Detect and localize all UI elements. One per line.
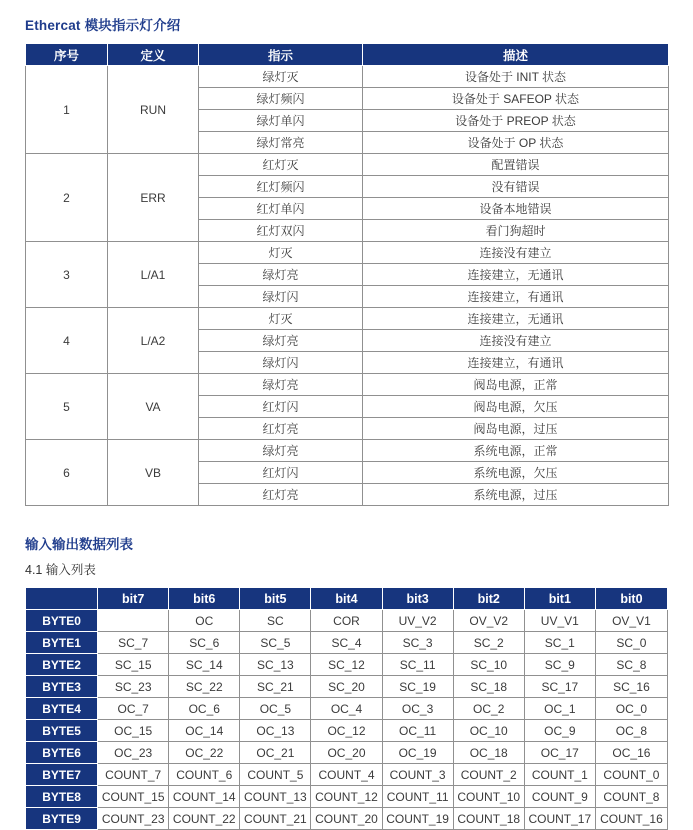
description-cell: 系统电源，欠压 — [363, 462, 669, 484]
bit-value-cell: COUNT_9 — [524, 786, 595, 808]
table-row — [26, 764, 668, 786]
bit-value-cell: SC_2 — [453, 632, 524, 654]
indicator-cell: 红灯频闪 — [199, 176, 363, 198]
description-cell: 连接没有建立 — [363, 330, 669, 352]
description-cell: 设备处于 OP 状态 — [363, 132, 669, 154]
indicator-table-body — [26, 66, 669, 506]
bit-value-cell: OC_3 — [382, 698, 453, 720]
byte-label-cell: BYTE6 — [26, 742, 98, 764]
indicator-cell: 绿灯单闪 — [199, 110, 363, 132]
description-cell: 设备本地错误 — [363, 198, 669, 220]
table-row — [26, 654, 668, 676]
bit-column-header: bit3 — [382, 588, 453, 610]
bit-value-cell: SC_14 — [169, 654, 240, 676]
bit-value-cell: COUNT_13 — [240, 786, 311, 808]
byte-label-cell: BYTE2 — [26, 654, 98, 676]
bit-value-cell: COUNT_19 — [382, 808, 453, 830]
bit-value-cell: COUNT_14 — [169, 786, 240, 808]
seq-cell: 2 — [26, 154, 108, 242]
bit-value-cell: OC_21 — [240, 742, 311, 764]
description-cell: 设备处于 PREOP 状态 — [363, 110, 669, 132]
indicator-cell: 绿灯亮 — [199, 374, 363, 396]
bit-value-cell: OC_20 — [311, 742, 382, 764]
bit-value-cell: OC_19 — [382, 742, 453, 764]
bit-value-cell: OC_1 — [524, 698, 595, 720]
indicator-cell: 绿灯闪 — [199, 352, 363, 374]
bit-value-cell: SC_1 — [524, 632, 595, 654]
bit-value-cell: COUNT_17 — [524, 808, 595, 830]
bit-value-cell: OC_2 — [453, 698, 524, 720]
bit-value-cell: OC_5 — [240, 698, 311, 720]
bit-value-cell: COUNT_16 — [595, 808, 667, 830]
bit-value-cell: SC_18 — [453, 676, 524, 698]
byte-label-cell: BYTE1 — [26, 632, 98, 654]
bit-value-cell: COUNT_8 — [595, 786, 667, 808]
description-cell: 连接建立，无通讯 — [363, 308, 669, 330]
io-section-title: 输入输出数据列表 — [25, 537, 133, 552]
header-row — [26, 44, 669, 66]
indicator-cell: 绿灯亮 — [199, 440, 363, 462]
bit-value-cell: OC_8 — [595, 720, 667, 742]
bit-value-cell: COUNT_2 — [453, 764, 524, 786]
bit-value-cell: SC_6 — [169, 632, 240, 654]
input-list-subtitle: 4.1 输入列表 — [25, 563, 96, 577]
def-cell: RUN — [108, 66, 199, 154]
bit-value-cell: OC_7 — [98, 698, 169, 720]
indicator-cell: 绿灯频闪 — [199, 88, 363, 110]
indicator-table — [25, 43, 669, 506]
bit-value-cell: COUNT_11 — [382, 786, 453, 808]
bit-value-cell: COUNT_21 — [240, 808, 311, 830]
table-row — [26, 786, 668, 808]
table-row — [26, 308, 669, 330]
bit-value-cell: UV_V2 — [382, 610, 453, 632]
def-cell: ERR — [108, 154, 199, 242]
bit-value-cell: COR — [311, 610, 382, 632]
def-cell: VA — [108, 374, 199, 440]
bit-value-cell: OC_14 — [169, 720, 240, 742]
indicator-cell: 红灯单闪 — [199, 198, 363, 220]
column-header: 定义 — [108, 44, 199, 66]
description-cell: 系统电源，过压 — [363, 484, 669, 506]
input-bits-table-body — [26, 610, 668, 830]
indicator-cell: 红灯亮 — [199, 484, 363, 506]
table-row — [26, 610, 668, 632]
description-cell: 连接建立，有通讯 — [363, 286, 669, 308]
indicator-cell: 红灯闪 — [199, 396, 363, 418]
bit-column-header: bit1 — [524, 588, 595, 610]
bit-value-cell: OC_17 — [524, 742, 595, 764]
byte-label-cell: BYTE7 — [26, 764, 98, 786]
bit-value-cell: OC_0 — [595, 698, 667, 720]
table-row — [26, 742, 668, 764]
seq-cell: 6 — [26, 440, 108, 506]
bit-value-cell: OC_11 — [382, 720, 453, 742]
bit-value-cell: COUNT_18 — [453, 808, 524, 830]
bit-value-cell: SC_13 — [240, 654, 311, 676]
table-row — [26, 720, 668, 742]
bit-value-cell: COUNT_7 — [98, 764, 169, 786]
table-row — [26, 440, 669, 462]
description-cell: 阀岛电源，过压 — [363, 418, 669, 440]
indicator-cell: 绿灯亮 — [199, 330, 363, 352]
byte-label-cell: BYTE9 — [26, 808, 98, 830]
indicator-cell: 红灯闪 — [199, 462, 363, 484]
column-header: 指示 — [199, 44, 363, 66]
bit-value-cell: OV_V2 — [453, 610, 524, 632]
bit-value-cell: SC_22 — [169, 676, 240, 698]
bit-value-cell: UV_V1 — [524, 610, 595, 632]
table-row — [26, 632, 668, 654]
bit-value-cell: COUNT_10 — [453, 786, 524, 808]
indicator-table-header — [26, 44, 669, 66]
bit-value-cell: OC_22 — [169, 742, 240, 764]
bit-value-cell: COUNT_1 — [524, 764, 595, 786]
indicator-cell: 灯灭 — [199, 308, 363, 330]
description-cell: 连接建立，无通讯 — [363, 264, 669, 286]
def-cell: VB — [108, 440, 199, 506]
bit-value-cell: SC_12 — [311, 654, 382, 676]
bit-value-cell: OC_18 — [453, 742, 524, 764]
input-bits-table — [25, 587, 668, 830]
input-bits-table-header — [26, 588, 668, 610]
bit-value-cell: SC — [240, 610, 311, 632]
indicator-cell: 红灯双闪 — [199, 220, 363, 242]
bit-value-cell: SC_3 — [382, 632, 453, 654]
bit-value-cell: SC_4 — [311, 632, 382, 654]
bit-value-cell: SC_9 — [524, 654, 595, 676]
def-cell: L/A2 — [108, 308, 199, 374]
def-cell: L/A1 — [108, 242, 199, 308]
bit-value-cell: SC_11 — [382, 654, 453, 676]
bit-value-cell: COUNT_4 — [311, 764, 382, 786]
column-header: 序号 — [26, 44, 108, 66]
bit-value-cell: COUNT_3 — [382, 764, 453, 786]
bit-column-header: bit0 — [595, 588, 667, 610]
description-cell: 连接建立，有通讯 — [363, 352, 669, 374]
byte-label-cell: BYTE3 — [26, 676, 98, 698]
bit-value-cell: SC_5 — [240, 632, 311, 654]
byte-label-cell: BYTE4 — [26, 698, 98, 720]
bit-value-cell: OC_23 — [98, 742, 169, 764]
table-row — [26, 242, 669, 264]
bit-column-header: bit2 — [453, 588, 524, 610]
table-row — [26, 676, 668, 698]
bit-value-cell: SC_20 — [311, 676, 382, 698]
bit-value-cell: COUNT_6 — [169, 764, 240, 786]
bit-value-cell: COUNT_5 — [240, 764, 311, 786]
description-cell: 配置错误 — [363, 154, 669, 176]
table-row — [26, 154, 669, 176]
indicator-cell: 绿灯闪 — [199, 286, 363, 308]
description-cell: 连接没有建立 — [363, 242, 669, 264]
byte-label-cell: BYTE5 — [26, 720, 98, 742]
description-cell: 阀岛电源，欠压 — [363, 396, 669, 418]
indicator-cell: 绿灯常亮 — [199, 132, 363, 154]
bit-value-cell — [98, 610, 169, 632]
table-row — [26, 374, 669, 396]
byte-label-cell: BYTE8 — [26, 786, 98, 808]
bit-value-cell: SC_17 — [524, 676, 595, 698]
seq-cell: 1 — [26, 66, 108, 154]
bit-value-cell: OC_10 — [453, 720, 524, 742]
indicator-cell: 灯灭 — [199, 242, 363, 264]
description-cell: 设备处于 SAFEOP 状态 — [363, 88, 669, 110]
indicator-cell: 绿灯灭 — [199, 66, 363, 88]
seq-cell: 4 — [26, 308, 108, 374]
bit-value-cell: OC_6 — [169, 698, 240, 720]
column-header: 描述 — [363, 44, 669, 66]
description-cell: 看门狗超时 — [363, 220, 669, 242]
table-row — [26, 66, 669, 88]
page-title: Ethercat 模块指示灯介绍 — [25, 18, 181, 33]
bit-value-cell: SC_7 — [98, 632, 169, 654]
bit-value-cell: OC_13 — [240, 720, 311, 742]
description-cell: 没有错误 — [363, 176, 669, 198]
bit-value-cell: OC_9 — [524, 720, 595, 742]
description-cell: 系统电源，正常 — [363, 440, 669, 462]
bit-column-header: bit7 — [98, 588, 169, 610]
indicator-cell: 绿灯亮 — [199, 264, 363, 286]
bit-value-cell: OC — [169, 610, 240, 632]
bit-value-cell: COUNT_22 — [169, 808, 240, 830]
bit-value-cell: SC_0 — [595, 632, 667, 654]
bit-value-cell: OC_4 — [311, 698, 382, 720]
byte-label-cell: BYTE0 — [26, 610, 98, 632]
bit-value-cell: SC_10 — [453, 654, 524, 676]
header-row — [26, 588, 668, 610]
bit-value-cell: SC_15 — [98, 654, 169, 676]
bit-value-cell: OV_V1 — [595, 610, 667, 632]
table-row — [26, 698, 668, 720]
bit-value-cell: COUNT_23 — [98, 808, 169, 830]
bit-value-cell: SC_16 — [595, 676, 667, 698]
seq-cell: 3 — [26, 242, 108, 308]
seq-cell: 5 — [26, 374, 108, 440]
indicator-cell: 红灯亮 — [199, 418, 363, 440]
bit-value-cell: OC_16 — [595, 742, 667, 764]
bit-value-cell: SC_23 — [98, 676, 169, 698]
bit-value-cell: COUNT_15 — [98, 786, 169, 808]
bit-value-cell: SC_19 — [382, 676, 453, 698]
bit-value-cell: OC_15 — [98, 720, 169, 742]
bit-column-header: bit6 — [169, 588, 240, 610]
description-cell: 阀岛电源，正常 — [363, 374, 669, 396]
bit-value-cell: COUNT_0 — [595, 764, 667, 786]
bit-column-header: bit4 — [311, 588, 382, 610]
description-cell: 设备处于 INIT 状态 — [363, 66, 669, 88]
bit-value-cell: OC_12 — [311, 720, 382, 742]
bit-value-cell: COUNT_12 — [311, 786, 382, 808]
bit-column-header: bit5 — [240, 588, 311, 610]
bit-value-cell: SC_8 — [595, 654, 667, 676]
bit-value-cell: SC_21 — [240, 676, 311, 698]
corner-cell — [26, 588, 98, 610]
indicator-cell: 红灯灭 — [199, 154, 363, 176]
bit-value-cell: COUNT_20 — [311, 808, 382, 830]
